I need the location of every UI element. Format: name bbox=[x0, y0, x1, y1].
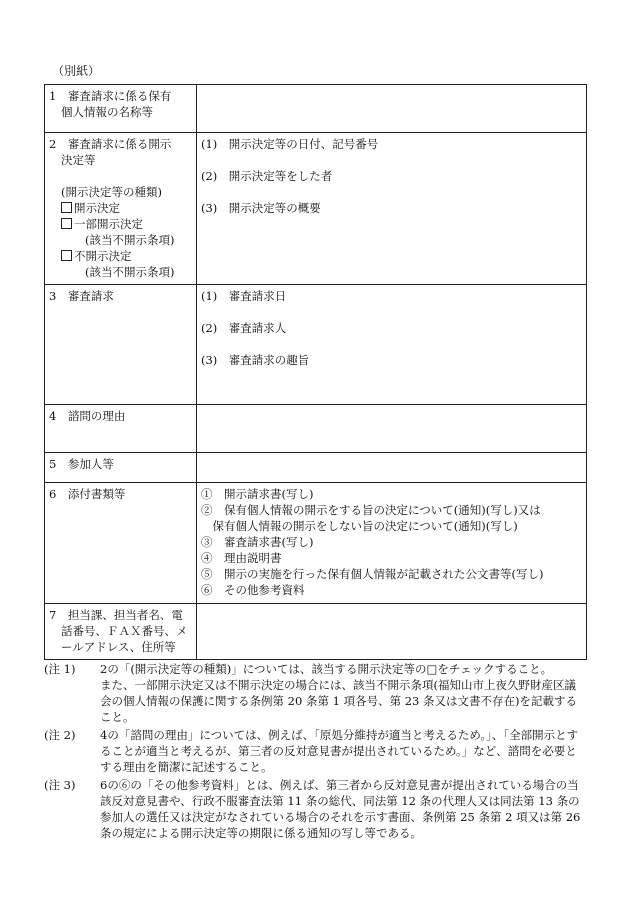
row-label-4: 4 諮問の理由 bbox=[45, 405, 197, 453]
row-value-5[interactable] bbox=[197, 453, 587, 483]
note-3: (注 3) 6の⑥の「その他参考資料」とは、例えば、第三者から反対意見書が提出されている場合の当該反対意見書や、行政不服審査法第 11 条の総代、同法第 12 条の代理人又は同法第 13 条の参加人の選任又は決定がなされている場合のそれを示す書面、条例第 25 条第 2 項又は第 26 条の規定による開示決定等の期限に係る通知の写し等である。 bbox=[44, 778, 581, 840]
attachment-label: （別紙） bbox=[52, 64, 101, 78]
checkbox-partial-disclosure[interactable] bbox=[61, 218, 72, 229]
table-row bbox=[45, 483, 587, 604]
table-row bbox=[45, 604, 587, 660]
table-row bbox=[45, 405, 587, 453]
row-value-2[interactable]: (1) 開示決定等の日付、記号番号 (2) 開示決定等をした者 (3) 開示決定等の概要 bbox=[197, 133, 587, 285]
row-label-7: 7 担当課、担当者名、電 話番号、ＦＡＸ番号、メ ールアドレス、住所等 bbox=[45, 604, 197, 660]
row-label-3: 3 審査請求 bbox=[45, 285, 197, 405]
note-2: (注 2) 4の「諮問の理由」については、例えば、「原処分維持が適当と考えるため。」、「全部開示とすることが適当と考えるが、第三者の反対意見書が提出されているため。」など、諮問を必要とする理由を簡潔に記述すること。 bbox=[44, 728, 579, 774]
row-label-5: 5 参加人等 bbox=[45, 453, 197, 483]
row-value-7[interactable] bbox=[197, 604, 587, 660]
row-value-3[interactable]: (1) 審査請求日 (2) 審査請求人 (3) 審査請求の趣旨 bbox=[197, 285, 587, 405]
note-1: (注 1) 2の「(開示決定等の種類)」については、該当する開示決定等の□をチェックすること。 また、一部開示決定又は不開示決定の場合には、該当不開示条項(福知山市上夜久野財産区議会の個人情報の保護に関する条例第 20 条第 1 項各号、第 23 条又は文書不存在)を記載すること。 bbox=[44, 662, 577, 724]
row-label-1: 1 審査請求に係る保有 個人情報の名称等 bbox=[45, 85, 197, 133]
table-row bbox=[45, 85, 587, 133]
row-label-6: 6 添付書類等 bbox=[45, 483, 197, 604]
row-label-2: 2 審査請求に係る開示 決定等 (開示決定等の種類) 開示決定 一部開示決定 (該当不開示条項) 不開示決定 (該当不開示条項) bbox=[45, 133, 197, 285]
consultation-form-table bbox=[44, 84, 587, 660]
table-row bbox=[45, 453, 587, 483]
checkbox-non-disclosure[interactable] bbox=[61, 250, 72, 261]
row-value-1[interactable] bbox=[197, 85, 587, 133]
table-row bbox=[45, 285, 587, 405]
notes-section bbox=[44, 661, 587, 841]
row-value-6[interactable]: ① 開示請求書(写し) ② 保有個人情報の開示をする旨の決定について(通知)(写し)又は 保有個人情報の開示をしない旨の決定について(通知)(写し) ③ 審査請求書(写し) ④ 理由説明書 ⑤ 開示の実施を行った保有個人情報が記載された公文書等(写し) ⑥ その他参考資料 bbox=[197, 483, 587, 604]
row-value-4[interactable] bbox=[197, 405, 587, 453]
checkbox-disclosure[interactable] bbox=[61, 202, 72, 213]
table-row bbox=[45, 133, 587, 285]
